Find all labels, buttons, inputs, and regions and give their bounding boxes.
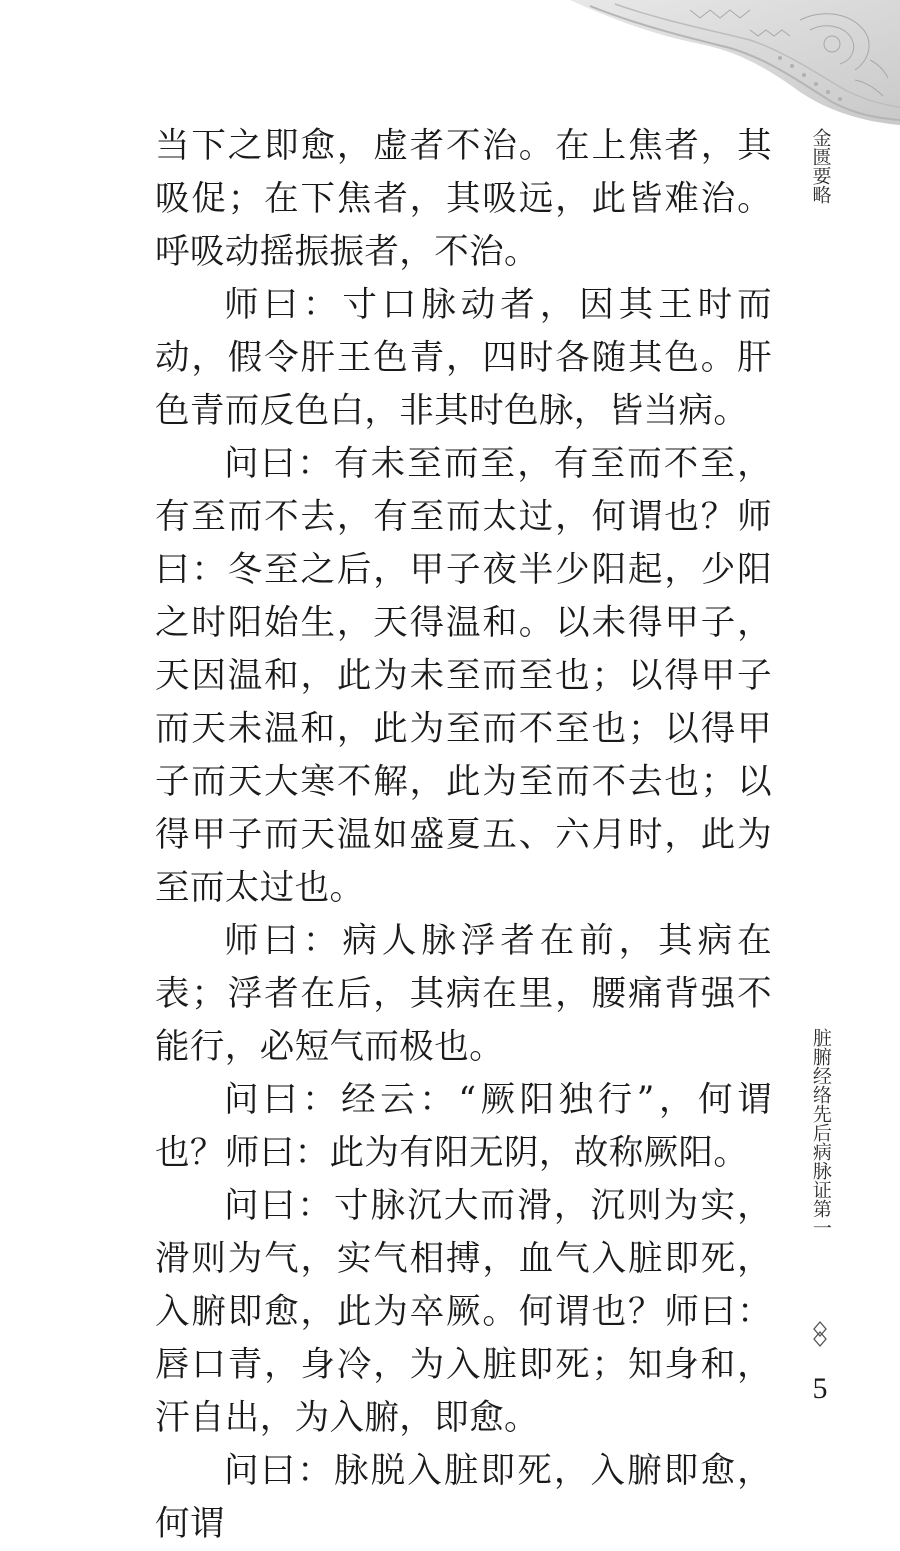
paragraph-2: 师曰：寸口脉动者，因其王时而动，假令肝王色青，四时各随其色。肝色青而反色白，非其时色脉，皆当病。 — [155, 285, 772, 431]
paragraph-6: 问曰：寸脉沉大而滑，沉则为实，滑则为气，实气相搏，血气入脏即死，入腑即愈，此为卒厥。何谓也？师曰：唇口青，身冷，为入脏即死；知身和，汗自出，为入腑，即愈。 — [155, 1186, 772, 1438]
paragraph-7: 问曰：脉脱入脏即死，入腑即愈，何谓 — [155, 1451, 772, 1544]
running-head-book-title — [805, 128, 835, 211]
decorative-diamond-icon — [808, 1320, 832, 1350]
page-number: 5 — [812, 1372, 828, 1405]
paragraph-4: 师曰：病人脉浮者在前，其病在表；浮者在后，其病在里，腰痛背强不能行，必短气而极也。 — [155, 921, 772, 1067]
chapter-title-text: 脏腑经络先后病脉证第一 — [809, 1028, 832, 1237]
paragraph-3: 问曰：有未至而至，有至而不至，有至而不去，有至而太过，何谓也？师曰：冬至之后，甲子夜半少阳起，少阳之时阳始生，天得温和。以未得甲子，天因温和，此为未至而至也；以得甲子而天未温和，此为至而不至也；以得甲子而天大寒不解，此为至而不去也；以得甲子而天温如盛夏五、六月时，此为至而太过也。 — [155, 444, 772, 908]
book-title-text: 金匮要略 — [809, 128, 832, 204]
decorative-ornament-corner — [570, 0, 900, 125]
body-text — [155, 120, 772, 1551]
paragraph-5: 问曰：经云：“厥阳独行”，何谓也？师曰：此为有阳无阴，故称厥阳。 — [155, 1080, 772, 1173]
paragraph-1: 当下之即愈，虚者不治。在上焦者，其吸促；在下焦者，其吸远，此皆难治。呼吸动摇振振者，不治。 — [155, 126, 772, 272]
running-head-chapter-title — [805, 1028, 835, 1245]
